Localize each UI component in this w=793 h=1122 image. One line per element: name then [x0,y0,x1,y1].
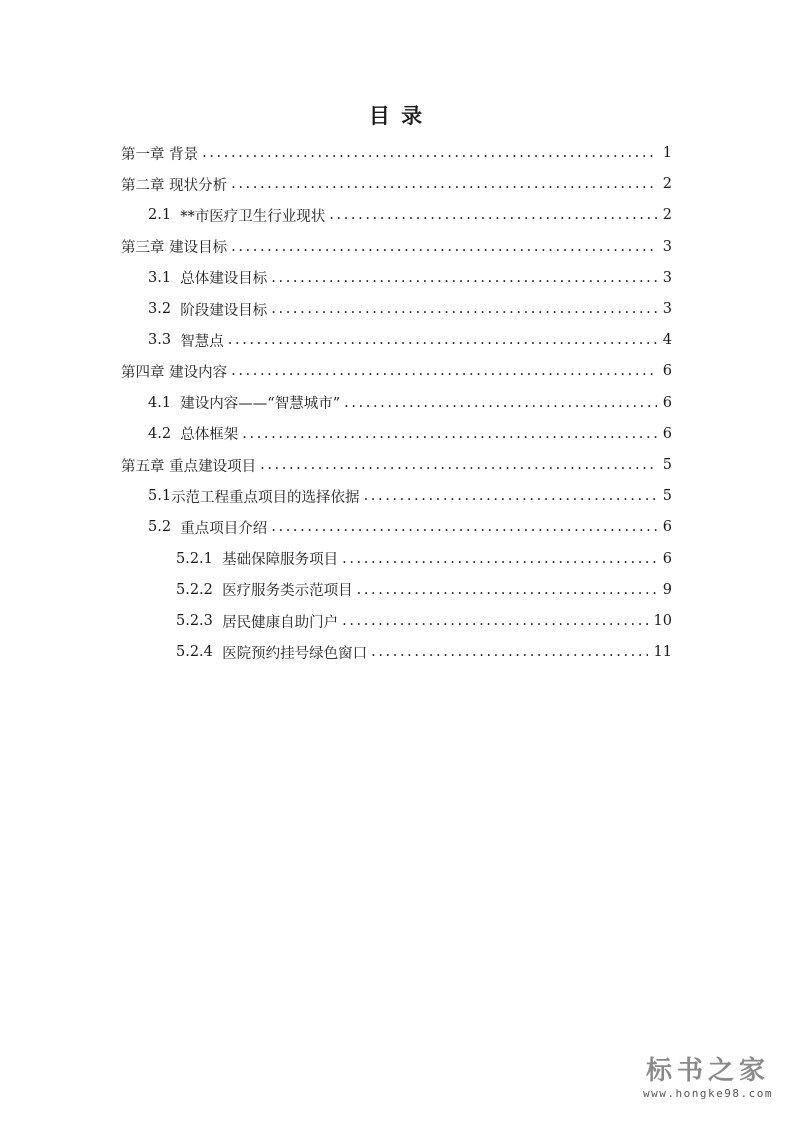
toc-entry-page: 4 [662,332,672,349]
toc-entry-label: 智慧点 [180,333,224,350]
toc-dot-leader [231,176,657,192]
toc-entry[interactable] [176,546,672,572]
toc-entry[interactable] [121,234,672,260]
toc-entry[interactable] [148,390,672,416]
toc-entry-label: 阶段建设目标 [180,302,268,319]
toc-entry-label: 示范工程重点项目的选择依据 [171,489,360,506]
toc-entry-label: 建设目标 [169,240,228,257]
toc-entry-page: 6 [662,425,672,442]
toc-entry[interactable] [176,608,672,634]
toc-entry-number: 第四章 [121,364,170,381]
toc-entry-page: 6 [662,550,672,567]
toc-entry-label: 总体框架 [180,427,239,444]
toc-entry-label: 医院预约挂号绿色窗口 [222,645,368,662]
toc-entry-label: 建设内容 [169,364,228,381]
toc-entry-page: 6 [662,363,672,380]
toc-entry-label: 重点项目介绍 [180,520,268,537]
toc-entry-number: 5.2.1 [176,550,223,567]
toc-entry[interactable] [148,483,672,509]
toc-dot-leader [371,644,647,660]
toc-dot-leader [329,207,656,223]
toc-entry[interactable] [148,296,672,322]
toc-entry-number: 5.2.4 [176,644,223,661]
toc-entry-number: 第一章 [121,146,170,163]
toc-entry[interactable] [176,577,672,603]
toc-entry-page: 2 [662,176,672,193]
toc-dot-leader [344,395,657,411]
toc-entry-label: 现状分析 [169,177,228,194]
toc-entry-page: 1 [662,145,672,161]
page-title: 目 录 [368,103,425,128]
toc-entry-number: 第二章 [121,177,170,194]
toc-dot-leader [231,363,657,379]
toc-entry-label: 建设内容——“智慧城市” [180,396,341,413]
watermark-url: www.hongke98.com [643,1087,773,1100]
toc-entry[interactable] [148,265,672,291]
toc-entry-number: 5.2.2 [176,581,223,598]
watermark [643,1050,773,1100]
toc-dot-leader [342,613,647,629]
toc-entry[interactable] [121,140,672,166]
watermark-logo: 标书之家 [646,1056,771,1086]
toc-entry-page: 3 [662,238,672,255]
toc-dot-leader [271,301,656,317]
toc-entry[interactable] [121,171,672,197]
toc-entry-label: 基础保障服务项目 [222,552,339,569]
toc-dot-leader [228,332,657,348]
toc-entry[interactable] [121,358,672,384]
toc-entry-page: 5 [662,457,672,473]
toc-entry-page: 5 [662,488,672,505]
toc-entry[interactable] [148,327,672,353]
toc-entry-page: 3 [662,301,672,317]
toc-dot-leader [202,145,657,161]
toc-dot-leader [271,519,656,535]
toc-entry-number: 第五章 [121,458,170,475]
toc-entry-label: 总体建设目标 [180,271,268,288]
toc-entry-page: 3 [662,269,672,286]
toc-entry-page: 11 [653,644,672,661]
toc-dot-leader [342,551,657,567]
toc-entry-page: 6 [662,394,672,411]
toc-entry-number: 5.2 [148,519,181,536]
toc-entry[interactable] [148,421,672,447]
toc-entry-number: 4.1 [148,394,181,411]
toc-entry-number: 2.1 [148,207,181,224]
toc-entry-label: 医疗服务类示范项目 [222,583,353,600]
toc-entry[interactable] [148,514,672,540]
toc-entry[interactable] [148,202,672,228]
toc-dot-leader [260,457,657,473]
toc-dot-leader [364,488,657,504]
toc-dot-leader [357,582,657,598]
toc-entry[interactable] [121,452,672,478]
toc-entry-number: 3.2 [148,301,181,317]
toc-entry-number: 3.1 [148,269,181,286]
toc-entry-label: 背景 [169,146,199,163]
toc-dot-leader [271,270,656,286]
toc-dot-leader [231,239,657,255]
toc-entry-label: 居民健康自助门户 [222,614,339,631]
toc-entry[interactable] [176,639,672,665]
toc-entry-page: 10 [653,613,672,629]
toc-entry-label: 重点建设项目 [169,458,257,475]
toc-entry-number: 4.2 [148,425,181,442]
toc-entry-page: 9 [662,581,672,598]
toc-entry-number: 第三章 [121,240,170,257]
toc-dot-leader [242,426,656,442]
toc-entry-page: 6 [662,519,672,536]
toc-entry-number: 5.2.3 [176,613,223,629]
toc-entry-label: **市医疗卫生行业现状 [180,208,326,225]
toc-entry-number: 3.3 [148,332,181,349]
toc-entry-page: 2 [662,207,672,224]
toc-entry-number: 5.1 [148,488,172,505]
